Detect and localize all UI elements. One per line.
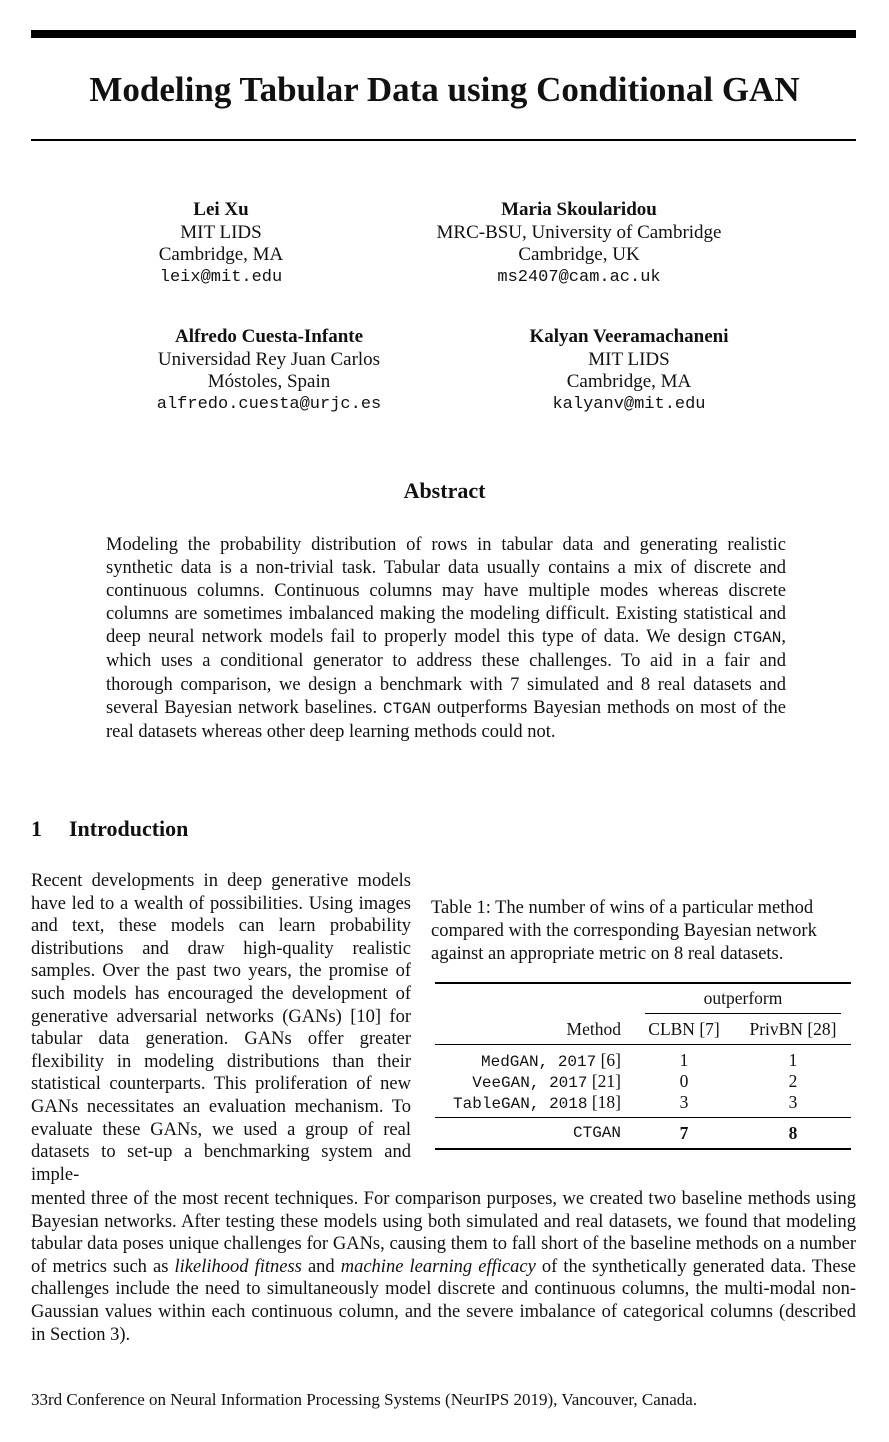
author-name: Kalyan Veeramachaneni (529, 326, 729, 347)
table-cell-privbn-ctgan: 8 (788, 1123, 798, 1143)
author-email: kalyanv@mit.edu (552, 394, 706, 414)
intro-paragraph-left: Recent developments in deep generative models have led to a wealth of possibilities. Using images and text, these models can learn probability distributions and draw high-quality realistic samples. Over the past two years, the promise of such models has encouraged the development of generative adversarial networks (GANs) [10] for tabular data generation. GANs offer greater flexibility in modeling distributions than their statistical counterparts. This proliferation of new GANs necessitates an evaluation mechanism. To evaluate these GANs, we used a group of real datasets to set-up a benchmarking system and imple- (31, 871, 411, 1185)
author-block (121, 199, 321, 289)
table-cell-privbn: 2 (788, 1071, 798, 1091)
author-email: alfredo.cuesta@urjc.es (156, 394, 382, 414)
table-cell-clbn: 0 (679, 1071, 689, 1091)
table-cell-privbn: 1 (788, 1050, 798, 1070)
table-caption: Table 1: The number of wins of a particular method compared with the corresponding Bayesian network against an appropriate metric on 8 real datasets. (431, 898, 817, 964)
table-cell-clbn: 3 (679, 1092, 689, 1112)
table-top-rule (435, 982, 851, 984)
section-number: 1 (31, 816, 42, 841)
author-location: Cambridge, MA (566, 371, 692, 392)
author-location: Cambridge, MA (158, 244, 284, 265)
abstract-heading: Abstract (403, 478, 486, 503)
emphasis-term: likelihood fitness (174, 1256, 302, 1277)
section-heading (31, 815, 188, 843)
author-location: Cambridge, UK (518, 244, 640, 265)
table-group-header: outperform (703, 988, 783, 1008)
table-cell-method: VeeGAN, 2017 [21] (472, 1071, 621, 1092)
table-cell-clbn-ctgan: 7 (679, 1123, 689, 1143)
author-location: Móstoles, Spain (207, 371, 331, 392)
author-affiliation: MRC-BSU, University of Cambridge (436, 221, 722, 243)
conference-footnote: 33rd Conference on Neural Information Processing Systems (NeurIPS 2019), Vancouver, Canada. (31, 1390, 698, 1409)
abstract-text: Modeling the probability distribution of rows in tabular data and generating realistic synthetic data is a non-trivial task. Tabular data usually contains a mix of discrete and continuous columns. Continuous columns may have multiple modes whereas discrete columns are sometimes imbalanced making the modeling difficult. Existing statistical and deep neural network models fail to properly model this type of data. We design CTGAN, which uses a conditional generator to address these challenges. To aid in a fair and thorough comparison, we design a benchmark with 7 simulated and 8 real datasets and several Bayesian network baselines. CTGAN outperforms Bayesian methods on most of the real datasets whereas other deep learning methods could not. (106, 535, 786, 742)
table-col-method: Method (566, 1019, 621, 1039)
intro-paragraph-full: mented three of the most recent techniques. For comparison purposes, we created two baseline methods using Bayesian networks. After testing these models using both simulated and real datasets, we found that modeling tabular data poses unique challenges for GANs, causing them to fall short of the baseline methods on a number of metrics such as likelihood fitness and machine learning efficacy of the synthetically generated data. These challenges include the need to simultaneously model discrete and continuous columns, the multi-modal non-Gaussian values within each continuous column, and the severe imbalance of categorical columns (described in Section 3). (31, 1189, 856, 1345)
author-block (129, 326, 409, 416)
table-col-clbn: CLBN [7] (648, 1019, 720, 1039)
table-cell-method-ctgan: CTGAN (572, 1124, 621, 1142)
table-cell-method: MedGAN, 2017 [6] (481, 1050, 621, 1071)
table-bottom-rule (435, 1148, 851, 1150)
ctgan-mention: CTGAN (383, 699, 432, 718)
author-block (489, 326, 769, 416)
author-affiliation: MIT LIDS (180, 221, 262, 243)
title-bottom-rule (31, 139, 856, 141)
ctgan-mention: CTGAN (733, 629, 782, 648)
table-cell-clbn: 1 (679, 1050, 689, 1070)
paper-title: Modeling Tabular Data using Conditional GAN (89, 70, 800, 109)
section-title: Introduction (69, 816, 189, 841)
table-col-privbn: PrivBN [28] (749, 1019, 837, 1039)
table-header-rule (435, 1044, 851, 1045)
author-name: Lei Xu (193, 199, 249, 220)
table-mid-rule (435, 1117, 851, 1118)
author-affiliation: MIT LIDS (588, 348, 670, 370)
author-name: Alfredo Cuesta-Infante (174, 326, 364, 347)
emphasis-term: machine learning efficacy (340, 1256, 536, 1277)
author-email: ms2407@cam.ac.uk (497, 267, 661, 287)
author-block (409, 199, 749, 289)
author-affiliation: Universidad Rey Juan Carlos (157, 348, 381, 370)
table-cell-privbn: 3 (788, 1092, 798, 1112)
title-top-rule (31, 30, 856, 38)
author-name: Maria Skoularidou (501, 199, 657, 220)
table-cell-method: TableGAN, 2018 [18] (453, 1092, 621, 1113)
author-email: leix@mit.edu (159, 267, 283, 287)
table-group-rule (645, 1013, 841, 1014)
